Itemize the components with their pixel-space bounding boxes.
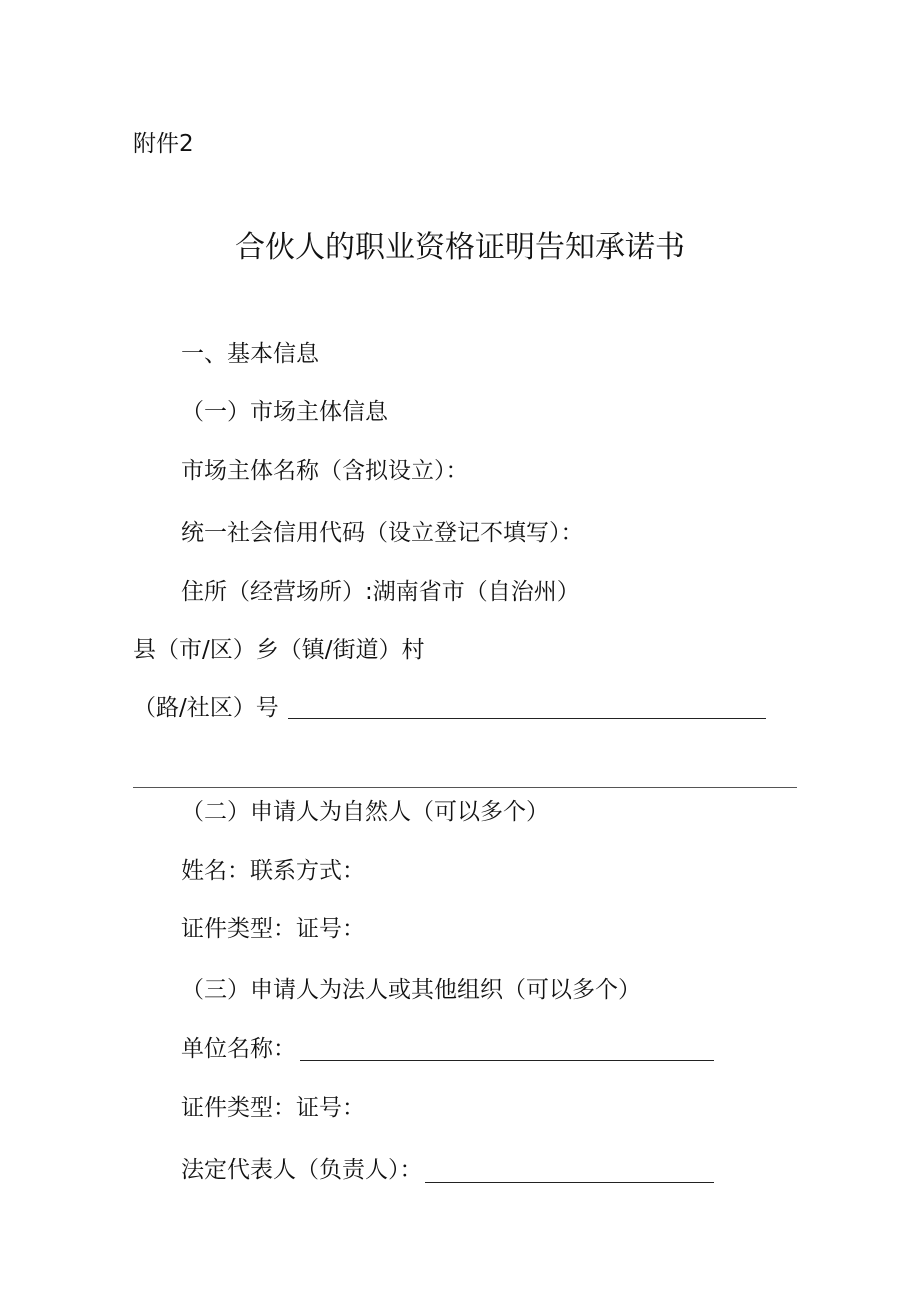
org-name-label: 单位名称： <box>181 1036 296 1062</box>
credit-code-label: 统一社会信用代码（设立登记不填写）： <box>181 520 584 546</box>
person-id-type-label: 证件类型：证号： <box>181 916 365 942</box>
subsection3-heading: （三）申请人为法人或其他组织（可以多个） <box>181 977 641 1003</box>
address-blank-underline <box>288 718 766 719</box>
subsection2-heading: （二）申请人为自然人（可以多个） <box>181 799 549 825</box>
address-line-1: 住所（经营场所）:湖南省市（自治州） <box>181 579 580 605</box>
subsection1-heading: （一）市场主体信息 <box>181 399 388 425</box>
attachment-label: 附件2 <box>133 131 194 157</box>
org-id-type-label: 证件类型：证号： <box>181 1095 365 1121</box>
address-line-3: （路/社区）号 <box>133 695 279 721</box>
legal-rep-label: 法定代表人（负责人）： <box>181 1157 423 1183</box>
section-divider <box>133 787 797 788</box>
entity-name-label: 市场主体名称（含拟设立）： <box>181 458 469 484</box>
section1-heading: 一、基本信息 <box>181 341 319 367</box>
address-line-2: 县（市/区）乡（镇/街道）村 <box>133 637 425 663</box>
org-name-blank-underline <box>300 1060 714 1061</box>
person-name-contact-label: 姓名：联系方式： <box>181 858 365 884</box>
document-title: 合伙人的职业资格证明告知承诺书 <box>235 230 685 265</box>
legal-rep-blank-underline <box>425 1182 714 1183</box>
